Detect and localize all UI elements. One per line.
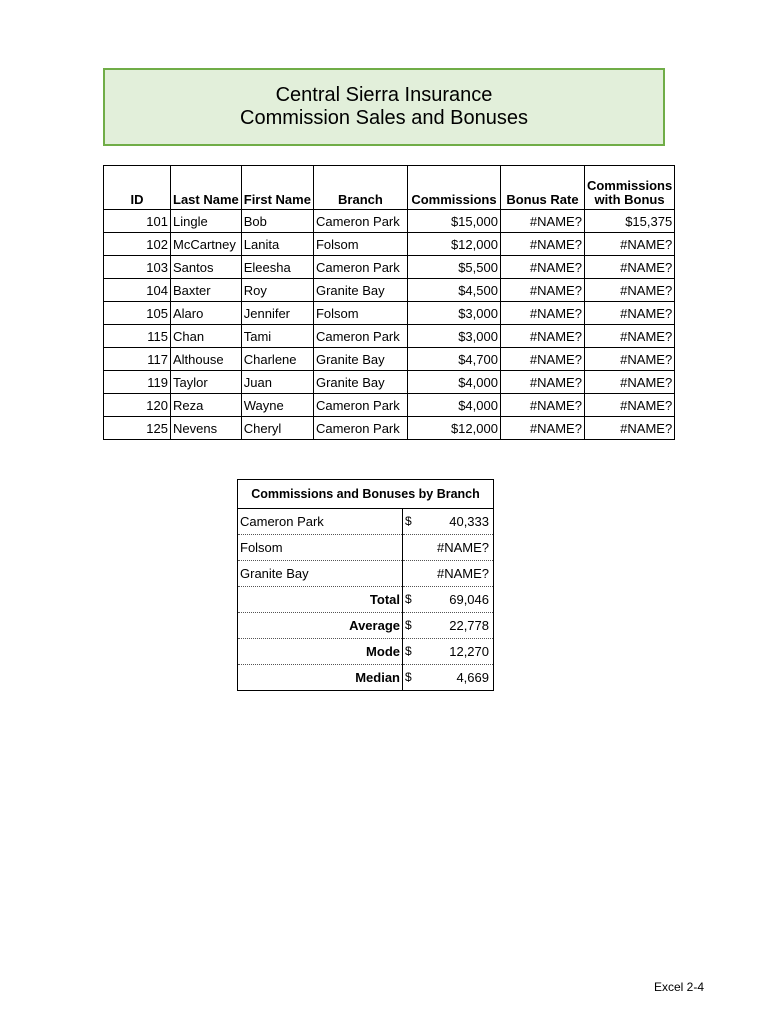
- cell-commissions[interactable]: $4,700: [407, 348, 500, 371]
- header-branch[interactable]: Branch: [313, 166, 407, 210]
- summary-row: [238, 587, 494, 613]
- cell-branch[interactable]: Cameron Park: [313, 417, 407, 440]
- table-row: [104, 325, 675, 348]
- cell-branch[interactable]: Cameron Park: [313, 394, 407, 417]
- cell-commissions[interactable]: $3,000: [407, 325, 500, 348]
- cell-branch[interactable]: Granite Bay: [313, 279, 407, 302]
- commission-table: [103, 165, 675, 440]
- cell-commissions[interactable]: $3,000: [407, 302, 500, 325]
- summary-value: #NAME?: [436, 540, 489, 555]
- table-row: [104, 210, 675, 233]
- summary-value: 69,046: [449, 592, 489, 607]
- summary-row: [238, 665, 494, 691]
- cell-bonus-rate[interactable]: #NAME?: [500, 325, 584, 348]
- cell-branch[interactable]: Folsom: [313, 233, 407, 256]
- cell-last-name[interactable]: Nevens: [171, 417, 242, 440]
- cell-last-name[interactable]: Chan: [171, 325, 242, 348]
- cell-id[interactable]: 125: [104, 417, 171, 440]
- cell-first-name[interactable]: Jennifer: [241, 302, 313, 325]
- summary-label[interactable]: Granite Bay: [238, 561, 403, 587]
- cell-commissions-with-bonus[interactable]: #NAME?: [584, 394, 674, 417]
- summary-row: [238, 639, 494, 665]
- cell-first-name[interactable]: Roy: [241, 279, 313, 302]
- summary-row: [238, 535, 494, 561]
- cell-id[interactable]: 103: [104, 256, 171, 279]
- cell-commissions-with-bonus[interactable]: #NAME?: [584, 256, 674, 279]
- cell-commissions[interactable]: $4,000: [407, 394, 500, 417]
- table-row: [104, 394, 675, 417]
- cell-id[interactable]: 102: [104, 233, 171, 256]
- cell-bonus-rate[interactable]: #NAME?: [500, 233, 584, 256]
- currency-symbol: $: [405, 670, 412, 684]
- summary-row: [238, 509, 494, 535]
- summary-row: [238, 613, 494, 639]
- company-title: Central Sierra Insurance: [275, 84, 493, 106]
- cell-branch[interactable]: Cameron Park: [313, 256, 407, 279]
- cell-branch[interactable]: Cameron Park: [313, 210, 407, 233]
- cell-commissions-with-bonus[interactable]: #NAME?: [584, 371, 674, 394]
- summary-value-cell[interactable]: [403, 613, 494, 639]
- cell-commissions-with-bonus[interactable]: #NAME?: [584, 348, 674, 371]
- cell-commissions-with-bonus[interactable]: #NAME?: [584, 233, 674, 256]
- cell-id[interactable]: 119: [104, 371, 171, 394]
- cell-bonus-rate[interactable]: #NAME?: [500, 371, 584, 394]
- cell-commissions-with-bonus[interactable]: $15,375: [584, 210, 674, 233]
- summary-value: #NAME?: [436, 566, 489, 581]
- header-bonus-rate[interactable]: Bonus Rate: [500, 166, 584, 210]
- summary-value: 12,270: [449, 644, 489, 659]
- summary-title[interactable]: Commissions and Bonuses by Branch: [238, 480, 494, 509]
- cell-commissions-with-bonus[interactable]: #NAME?: [584, 325, 674, 348]
- header-last-name[interactable]: Last Name: [171, 166, 242, 210]
- cell-bonus-rate[interactable]: #NAME?: [500, 302, 584, 325]
- cell-commissions[interactable]: $4,000: [407, 371, 500, 394]
- summary-value-cell[interactable]: [403, 639, 494, 665]
- cell-branch[interactable]: Cameron Park: [313, 325, 407, 348]
- table-row: [104, 302, 675, 325]
- table-row: [104, 417, 675, 440]
- cell-commissions-with-bonus[interactable]: #NAME?: [584, 302, 674, 325]
- cell-last-name[interactable]: Santos: [171, 256, 242, 279]
- cell-last-name[interactable]: Taylor: [171, 371, 242, 394]
- table-row: [104, 256, 675, 279]
- sheet-footer: Excel 2-4: [654, 980, 705, 994]
- cell-id[interactable]: 115: [104, 325, 171, 348]
- cell-last-name[interactable]: Reza: [171, 394, 242, 417]
- sheet-subtitle: Commission Sales and Bonuses: [240, 107, 528, 129]
- summary-label[interactable]: Median: [238, 665, 403, 691]
- summary-label[interactable]: Mode: [238, 639, 403, 665]
- cell-branch[interactable]: Folsom: [313, 302, 407, 325]
- cell-first-name[interactable]: Cheryl: [241, 417, 313, 440]
- cell-first-name[interactable]: Wayne: [241, 394, 313, 417]
- cell-bonus-rate[interactable]: #NAME?: [500, 394, 584, 417]
- currency-symbol: $: [405, 592, 412, 606]
- title-banner: [103, 68, 665, 146]
- table-row: [104, 348, 675, 371]
- cell-branch[interactable]: Granite Bay: [313, 348, 407, 371]
- summary-value-cell[interactable]: [403, 509, 494, 535]
- cell-id[interactable]: 105: [104, 302, 171, 325]
- currency-symbol: $: [405, 618, 412, 632]
- summary-row: [238, 561, 494, 587]
- summary-value-cell[interactable]: [403, 665, 494, 691]
- cell-first-name[interactable]: Juan: [241, 371, 313, 394]
- cell-commissions[interactable]: $4,500: [407, 279, 500, 302]
- cell-id[interactable]: 120: [104, 394, 171, 417]
- header-first-name[interactable]: First Name: [241, 166, 313, 210]
- cell-last-name[interactable]: McCartney: [171, 233, 242, 256]
- summary-label[interactable]: Folsom: [238, 535, 403, 561]
- table-header-row: [104, 166, 675, 210]
- cell-commissions[interactable]: $12,000: [407, 417, 500, 440]
- summary-value: 22,778: [449, 618, 489, 633]
- cell-bonus-rate[interactable]: #NAME?: [500, 417, 584, 440]
- currency-symbol: $: [405, 514, 412, 528]
- cell-id[interactable]: 101: [104, 210, 171, 233]
- header-with-bonus-line1: Commissions: [586, 178, 673, 193]
- cell-branch[interactable]: Granite Bay: [313, 371, 407, 394]
- table-row: [104, 279, 675, 302]
- header-with-bonus-line2: with Bonus: [594, 192, 665, 207]
- cell-commissions[interactable]: $15,000: [407, 210, 500, 233]
- cell-commissions[interactable]: $12,000: [407, 233, 500, 256]
- summary-value-cell[interactable]: [403, 587, 494, 613]
- cell-id[interactable]: 117: [104, 348, 171, 371]
- currency-symbol: $: [405, 644, 412, 658]
- summary-label[interactable]: Total: [238, 587, 403, 613]
- cell-first-name[interactable]: Tami: [241, 325, 313, 348]
- summary-value: 40,333: [449, 514, 489, 529]
- summary-value-cell[interactable]: [403, 561, 494, 587]
- cell-last-name[interactable]: Lingle: [171, 210, 242, 233]
- summary-label[interactable]: Cameron Park: [238, 509, 403, 535]
- cell-first-name[interactable]: Bob: [241, 210, 313, 233]
- cell-bonus-rate[interactable]: #NAME?: [500, 256, 584, 279]
- summary-value-cell[interactable]: [403, 535, 494, 561]
- header-id[interactable]: ID: [104, 166, 171, 210]
- table-row: [104, 371, 675, 394]
- header-commissions-with-bonus[interactable]: [584, 166, 674, 210]
- cell-bonus-rate[interactable]: #NAME?: [500, 348, 584, 371]
- cell-commissions-with-bonus[interactable]: #NAME?: [584, 279, 674, 302]
- cell-commissions[interactable]: $5,500: [407, 256, 500, 279]
- cell-bonus-rate[interactable]: #NAME?: [500, 279, 584, 302]
- cell-first-name[interactable]: Eleesha: [241, 256, 313, 279]
- header-commissions[interactable]: Commissions: [407, 166, 500, 210]
- cell-last-name[interactable]: Althouse: [171, 348, 242, 371]
- table-row: [104, 233, 675, 256]
- branch-summary-table: [237, 479, 494, 691]
- cell-commissions-with-bonus[interactable]: #NAME?: [584, 417, 674, 440]
- summary-label[interactable]: Average: [238, 613, 403, 639]
- cell-last-name[interactable]: Alaro: [171, 302, 242, 325]
- cell-first-name[interactable]: Charlene: [241, 348, 313, 371]
- cell-bonus-rate[interactable]: #NAME?: [500, 210, 584, 233]
- cell-last-name[interactable]: Baxter: [171, 279, 242, 302]
- summary-value: 4,669: [456, 670, 489, 685]
- cell-id[interactable]: 104: [104, 279, 171, 302]
- cell-first-name[interactable]: Lanita: [241, 233, 313, 256]
